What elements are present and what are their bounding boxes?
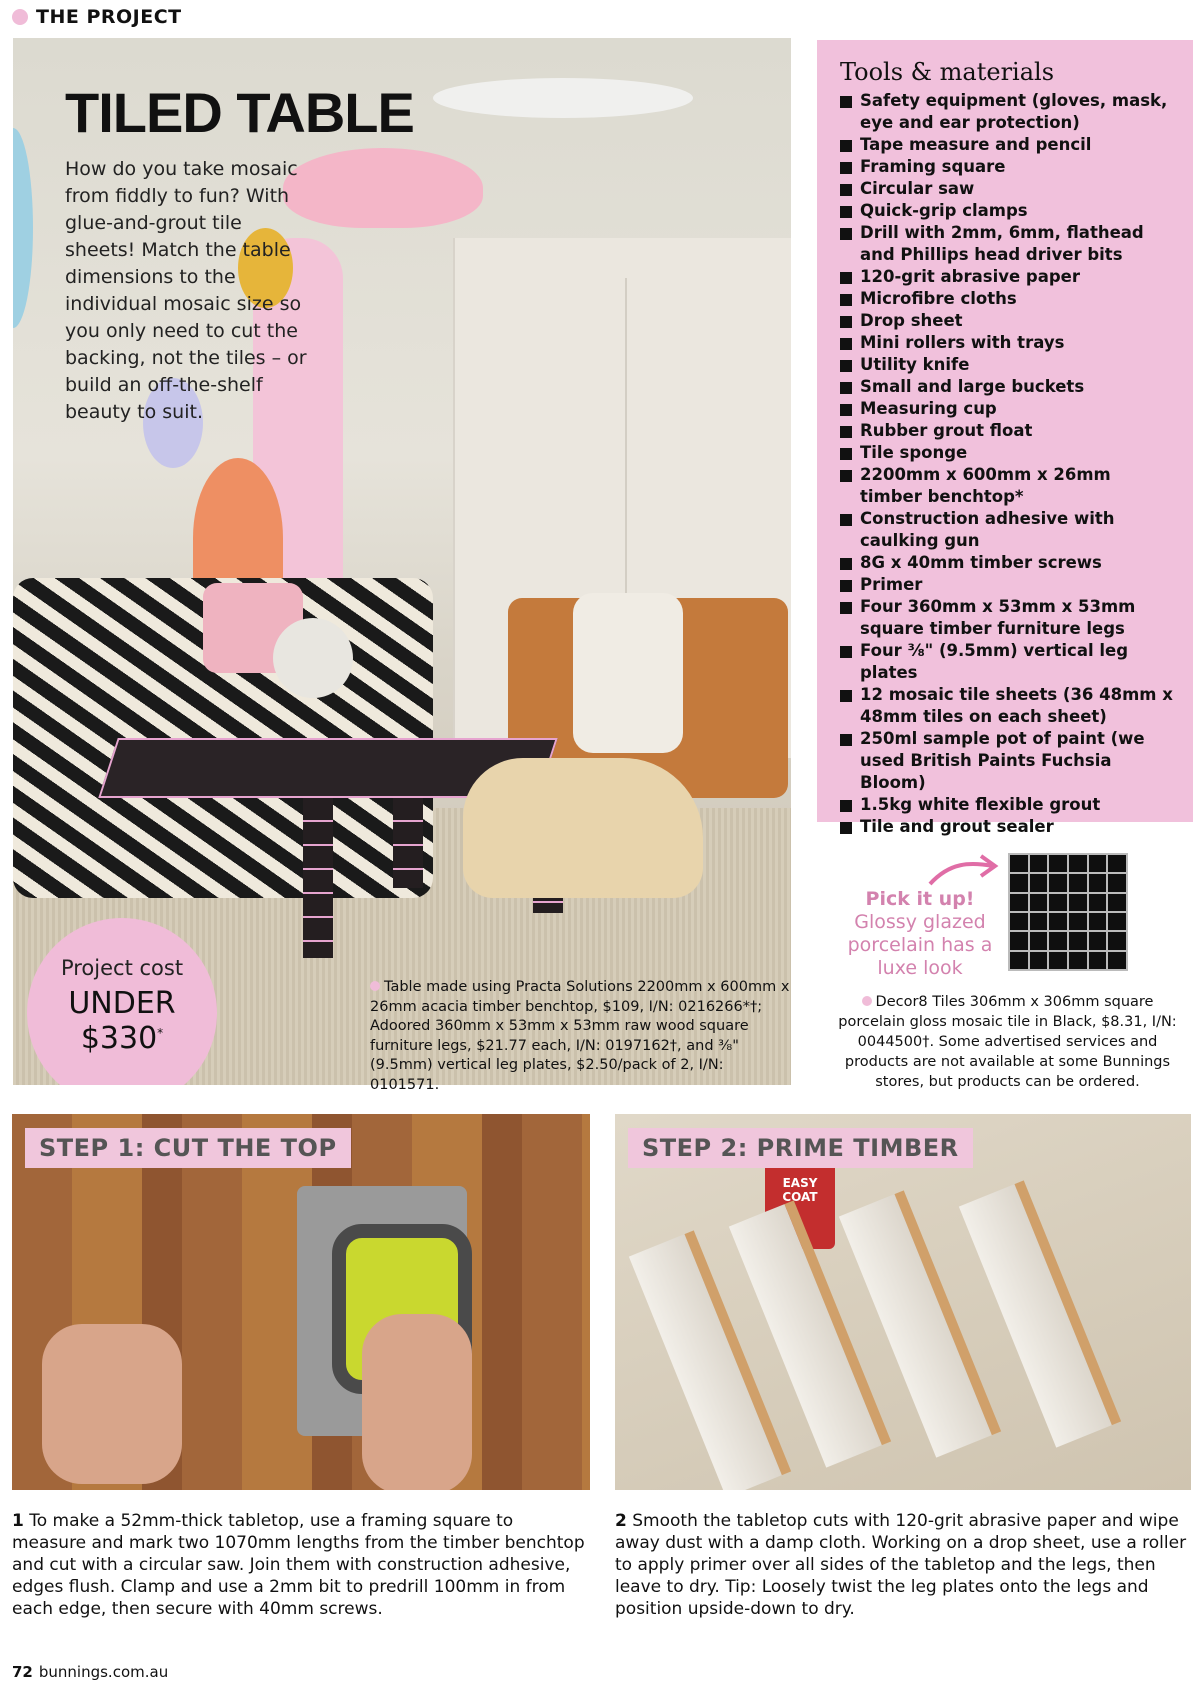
step-2-photo (615, 1114, 1191, 1490)
tool-item: Four ⅜" (9.5mm) vertical leg plates (840, 640, 1175, 684)
tool-item: 2200mm x 600mm x 26mm timber benchtop* (840, 464, 1175, 508)
tool-item: Construction adhesive with caulking gun (840, 508, 1175, 552)
step-1-text (12, 1510, 592, 1620)
tile-square (1030, 894, 1048, 911)
tile-square (1049, 932, 1067, 949)
tile-square (1069, 874, 1087, 891)
tile-square (1108, 874, 1126, 891)
table-caption (370, 978, 790, 1095)
tool-item: Framing square (840, 156, 1175, 178)
tile-square (1030, 913, 1048, 930)
tool-item: Primer (840, 574, 1175, 596)
tool-item: 120-grit abrasive paper (840, 266, 1175, 288)
step-1-label: STEP 1: CUT THE TOP (25, 1128, 351, 1168)
tool-item: 12 mosaic tile sheets (36 48mm x 48mm tiles on each sheet) (840, 684, 1175, 728)
tile-square (1108, 855, 1126, 872)
tile-square (1030, 855, 1048, 872)
tile-square (1010, 913, 1028, 930)
tool-item: Tile and grout sealer (840, 816, 1175, 838)
tool-item: Tape measure and pencil (840, 134, 1175, 156)
tool-item: Utility knife (840, 354, 1175, 376)
tile-square (1049, 855, 1067, 872)
cost-under: UNDER (68, 986, 176, 1021)
tool-item: Tile sponge (840, 442, 1175, 464)
step-number: 2 (615, 1511, 627, 1531)
tile-square (1010, 874, 1028, 891)
can-label: EASY COAT (782, 1176, 818, 1204)
tile-square (1030, 874, 1048, 891)
tile-square (1108, 952, 1126, 969)
pink-dot-icon (370, 981, 380, 991)
tool-item: 250ml sample pot of paint (we used British Paints Fuchsia Bloom) (840, 728, 1175, 794)
tool-item: Four 360mm x 53mm x 53mm square timber furniture legs (840, 596, 1175, 640)
cost-label: Project cost (60, 956, 184, 980)
tile-square (1108, 932, 1126, 949)
tile-square (1069, 932, 1087, 949)
dog (463, 758, 703, 898)
mosaic-tile-image (1008, 853, 1128, 971)
tile-square (1089, 913, 1107, 930)
caption-text: Table made using Practa Solutions 2200mm x 600mm x 26mm acacia timber benchtop, $109, I/N: 0216266*†; Adoored 360mm x 53mm x 53mm raw wood square furniture legs, $21.77 each, I/N: 0197162†, and ⅜" (9.5mm) vertical leg plates, $2.50/pack of 2, I/N: 0101571. (370, 979, 790, 1093)
pick-heading: Pick it up! (865, 888, 975, 910)
cost-footnote-mark: * (157, 1026, 164, 1040)
step-number: 1 (12, 1511, 24, 1531)
tile-caption-text: Decor8 Tiles 306mm x 306mm square porcelain gloss mosaic tile in Black, $8.31, I/N: 0044500†. Some advertised services and products are not available at some Bunnings stores, but products can be ordered. (838, 994, 1177, 1090)
tile-square (1108, 913, 1126, 930)
tools-list (840, 90, 1175, 838)
arrow-icon (925, 852, 1000, 892)
tile-caption (830, 992, 1185, 1092)
tile-square (1010, 932, 1028, 949)
tool-item: Mini rollers with trays (840, 332, 1175, 354)
site-link[interactable]: bunnings.com.au (38, 1663, 169, 1681)
tools-title: Tools & materials (840, 58, 1055, 86)
tile-square (1049, 913, 1067, 930)
step-2-label: STEP 2: PRIME TIMBER (628, 1128, 973, 1168)
tool-item: Rubber grout float (840, 420, 1175, 442)
tile-square (1049, 952, 1067, 969)
tile-square (1010, 855, 1028, 872)
tool-item: Drop sheet (840, 310, 1175, 332)
tool-item: Small and large buckets (840, 376, 1175, 398)
step-2-text (615, 1510, 1195, 1620)
tool-item: Drill with 2mm, 6mm, flathead and Phillips head driver bits (840, 222, 1175, 266)
tile-square (1089, 932, 1107, 949)
tile-square (1089, 894, 1107, 911)
intro-text: How do you take mosaic from fiddly to fun? With glue-and-grout tile sheets! Match the table dimensions to the individual mosaic size so you only need to cut the backing, not the tiles – or build an off-the-shelf beauty to suit. (65, 158, 307, 423)
tile-square (1108, 894, 1126, 911)
cost-amount: $330 (80, 1021, 158, 1056)
tile-square (1069, 913, 1087, 930)
section-header (12, 6, 182, 28)
tile-square (1089, 874, 1107, 891)
step-body: To make a 52mm-thick tabletop, use a framing square to measure and mark two 1070mm lengths from the timber benchtop and cut with a circular saw. Join them with construction adhesive, edges flush. Clamp and use a 2mm bit to predrill 100mm in from each edge, then secure with 40mm screws. (12, 1511, 585, 1619)
tile-square (1030, 952, 1048, 969)
tool-item: 1.5kg white flexible grout (840, 794, 1175, 816)
tool-item: Quick-grip clamps (840, 200, 1175, 222)
tile-square (1089, 952, 1107, 969)
page-number: 72 (12, 1663, 33, 1681)
step-body: Smooth the tabletop cuts with 120-grit abrasive paper and wipe away dust with a damp cloth. Working on a drop sheet, use a roller to apply primer over all sides of the tabletop and the legs, then leave to dry. Tip: Loosely twist the leg plates onto the legs and position upside-down to dry. (615, 1511, 1187, 1619)
tile-square (1049, 894, 1067, 911)
pick-body: Glossy glazed porcelain has a luxe look (847, 911, 993, 979)
pick-it-up-callout (840, 888, 1000, 980)
tile-square (1069, 855, 1087, 872)
pink-dot-icon (862, 996, 872, 1006)
tool-item: 8G x 40mm timber screws (840, 552, 1175, 574)
page-footer (12, 1663, 168, 1681)
tile-square (1069, 952, 1087, 969)
step-1-photo (12, 1114, 590, 1490)
tool-item: Safety equipment (gloves, mask, eye and ear protection) (840, 90, 1175, 134)
tool-item: Microfibre cloths (840, 288, 1175, 310)
tile-square (1089, 855, 1107, 872)
tile-square (1049, 874, 1067, 891)
tile-square (1010, 952, 1028, 969)
tool-item: Measuring cup (840, 398, 1175, 420)
tool-item: Circular saw (840, 178, 1175, 200)
tile-square (1010, 894, 1028, 911)
pink-dot-icon (12, 9, 28, 25)
tile-square (1030, 932, 1048, 949)
hero-photo (13, 38, 791, 1085)
page-title: TILED TABLE (65, 81, 414, 144)
section-label: THE PROJECT (36, 6, 182, 28)
tools-materials-panel (817, 40, 1193, 836)
tile-square (1069, 894, 1087, 911)
